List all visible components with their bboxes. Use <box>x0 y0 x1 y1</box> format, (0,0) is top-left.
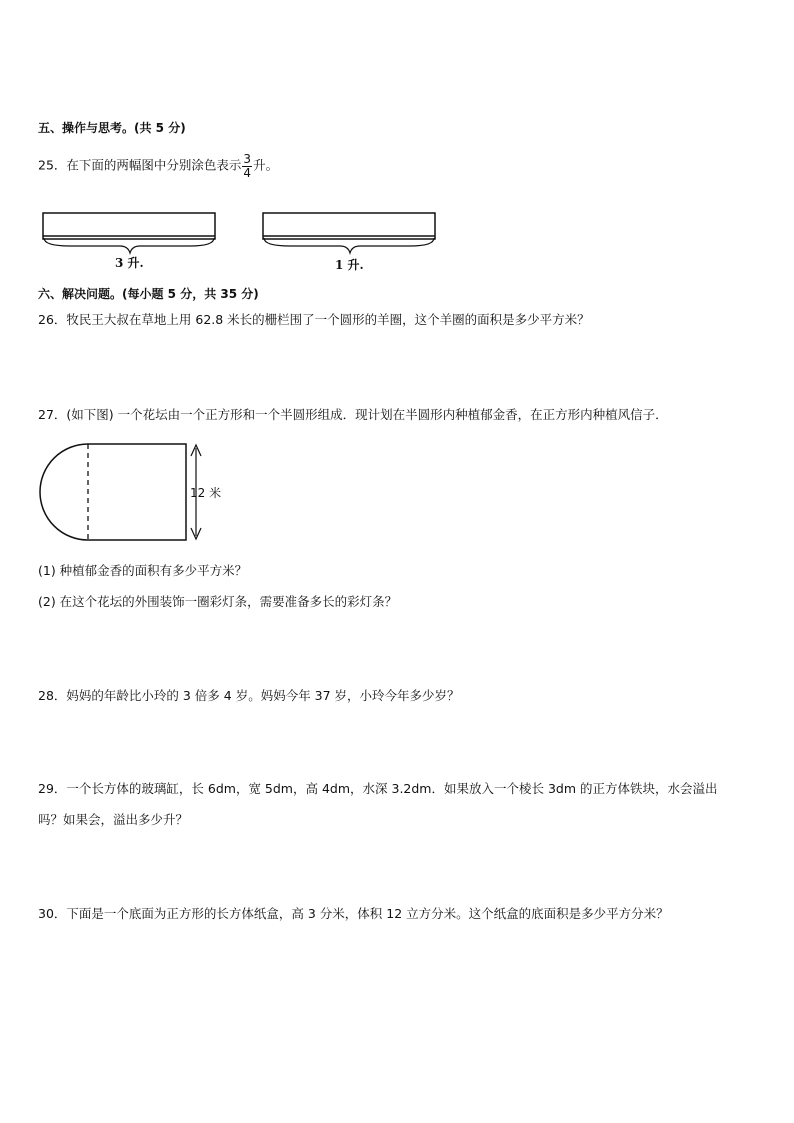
question-27: 27．(如下图) 一个花坛由一个正方形和一个半圆形组成．现计划在半圆形内种植郁金香，在正方形内种植风信子． <box>38 407 668 422</box>
fraction-denominator: 4 <box>243 165 252 180</box>
question-26: 26．牧民王大叔在草地上用 62.8 米长的栅栏围了一个圆形的羊圈，这个羊圈的面积是多少平方米？ <box>38 312 590 327</box>
q25-suffix: 升。 <box>253 157 279 173</box>
question-25 <box>38 153 278 179</box>
bar1-label: 3 升. <box>115 256 144 270</box>
section5-heading: 五、操作与思考。(共 5 分) <box>38 121 186 135</box>
dimension-label-12m: 12 米 <box>190 486 222 500</box>
question-29-line1: 29．一个长方体的玻璃缸，长 6dm，宽 5dm，高 4dm，水深 3.2dm．如果放入一个棱长 3dm 的正方体铁块，水会溢出 <box>38 781 718 796</box>
bar2-label: 1 升. <box>335 258 364 272</box>
question-27-sub2: (2) 在这个花坛的外围装饰一圈彩灯条，需要准备多长的彩灯条？ <box>38 594 398 609</box>
bar-diagram-1-liter <box>260 210 440 255</box>
question-30: 30．下面是一个底面为正方形的长方体纸盒，高 3 分米，体积 12 立方分米。这个纸盒的底面积是多少平方分米？ <box>38 906 669 921</box>
fraction-three-quarters <box>242 153 252 179</box>
fraction-numerator: 3 <box>243 152 252 166</box>
question-28: 28．妈妈的年龄比小玲的 3 倍多 4 岁。妈妈今年 37 岁，小玲今年多少岁？ <box>38 688 460 703</box>
bar-diagram-3-liters <box>40 210 220 255</box>
question-29-line2: 吗？如果会，溢出多少升？ <box>38 812 189 827</box>
q25-prefix: 25．在下面的两幅图中分别涂色表示 <box>38 157 242 173</box>
question-27-sub1: (1) 种植郁金香的面积有多少平方米？ <box>38 563 248 578</box>
section6-heading: 六、解决问题。(每小题 5 分，共 35 分) <box>38 287 259 301</box>
